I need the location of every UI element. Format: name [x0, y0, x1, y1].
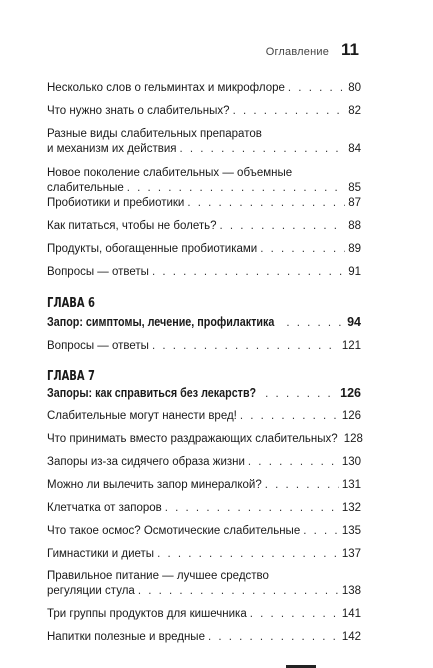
toc-entry-title: Напитки полезные и вредные [47, 631, 205, 643]
toc-entry-title-line: Разные виды слабительных препаратов [47, 128, 262, 140]
dot-leader [152, 339, 339, 354]
toc-entry-title-line: регуляции стула [47, 585, 135, 597]
toc-entry[interactable] [47, 455, 361, 470]
toc-entry-title: Как питаться, чтобы не болеть? [47, 220, 217, 232]
toc-entry-page: 130 [341, 456, 361, 468]
toc-entry-page: 84 [348, 143, 361, 155]
toc-entry-page: 137 [341, 548, 361, 560]
toc-entry-page: 85 [348, 182, 361, 194]
toc-entry-page: 80 [348, 82, 361, 94]
dot-leader [248, 455, 339, 470]
toc-entry[interactable] [47, 104, 361, 119]
toc-entry-title-line: слабительные [47, 182, 124, 194]
toc-entry-title: Можно ли вылечить запор минералкой? [47, 479, 262, 491]
dot-leader [138, 584, 339, 599]
toc-entry[interactable] [47, 547, 361, 562]
dot-leader [250, 607, 339, 622]
toc-entry-title: Вопросы — ответы [47, 340, 149, 352]
page-header [266, 40, 359, 60]
toc-entry-page: 128 [343, 433, 363, 445]
toc-entry-page: 121 [341, 340, 361, 352]
toc-entry-page: 89 [348, 243, 361, 255]
toc-entry[interactable] [47, 196, 361, 211]
toc-entry-page: 142 [341, 631, 361, 643]
toc-entry-page: 82 [348, 105, 361, 117]
dot-leader [220, 219, 346, 234]
toc-entry-title: Что такое осмос? Осмотические слабительные [47, 525, 301, 537]
dot-leader [208, 630, 339, 645]
toc-entry-page: 94 [347, 315, 361, 329]
toc-entry[interactable] [47, 265, 361, 280]
dot-leader [260, 242, 345, 257]
chapter-title-entry[interactable] [47, 386, 361, 402]
chapter-label: ГЛАВА 6 [47, 296, 95, 311]
dot-leader [288, 81, 345, 96]
toc-entry-title: Три группы продуктов для кишечника [47, 608, 247, 620]
toc-entry-title-line: и механизм их действия [47, 143, 177, 155]
toc-entry-page: 132 [341, 502, 361, 514]
dot-leader [286, 316, 344, 331]
toc-entry[interactable] [47, 607, 361, 622]
toc-entry[interactable] [47, 339, 361, 354]
dot-leader [165, 501, 339, 516]
dot-leader [265, 478, 339, 493]
dot-leader [303, 524, 339, 539]
toc-entry[interactable] [47, 409, 361, 424]
toc-entry-page: 131 [341, 479, 361, 491]
dot-leader [157, 547, 339, 562]
toc-entry-title: Вопросы — ответы [47, 266, 149, 278]
toc-entry[interactable] [47, 242, 361, 257]
toc-entry[interactable] [47, 81, 361, 96]
page-number: 11 [341, 40, 359, 59]
dot-leader [265, 387, 337, 402]
toc-entry[interactable] [47, 569, 361, 599]
toc-entry[interactable] [47, 478, 361, 493]
toc-entry[interactable] [47, 219, 361, 234]
toc-entry[interactable] [47, 432, 361, 447]
toc-entry[interactable] [47, 524, 361, 539]
running-head-title: Оглавление [265, 46, 330, 58]
toc-entry-page: 126 [340, 386, 361, 400]
chapter-title-entry[interactable] [47, 315, 361, 331]
toc-entry[interactable] [47, 501, 361, 516]
toc-entry-title: Несколько слов о гельминтах и микрофлоре [47, 82, 285, 94]
dot-leader [240, 409, 339, 424]
toc-entry-page: 141 [341, 608, 361, 620]
toc-entry-title: Клетчатка от запоров [47, 502, 162, 514]
toc-entry[interactable] [47, 166, 361, 196]
toc-entry-title: Гимнастики и диеты [47, 548, 155, 560]
toc-entry-page: 138 [341, 585, 361, 597]
toc-entry-title-line: Правильное питание — лучшее средство [47, 570, 269, 582]
dot-leader [187, 196, 345, 211]
toc-entry-title: Слабительные могут нанести вред! [47, 410, 237, 422]
dot-leader [152, 265, 345, 280]
toc-entry-title: Запоры из-за сидячего образа жизни [47, 456, 245, 468]
toc-entry-title: Что принимать вместо раздражающих слабительных? [47, 433, 338, 445]
toc-entry-page: 126 [341, 410, 361, 422]
dot-leader [127, 181, 345, 196]
dot-leader [180, 142, 346, 157]
toc-entry-title-line: Новое поколение слабительных — объемные [47, 167, 293, 179]
chapter-title: Запоры: как справиться без лекарств? [47, 386, 257, 400]
toc-entry-title: Продукты, обогащенные пробиотиками [47, 243, 258, 255]
dot-leader [233, 104, 346, 119]
toc-entry-page: 91 [348, 266, 361, 278]
chapter-label: ГЛАВА 7 [47, 369, 95, 384]
toc-entry-page: 135 [341, 525, 361, 537]
chapter-title: Запор: симптомы, лечение, профилактика [47, 315, 275, 329]
toc-entry-title: Пробиотики и пребиотики [47, 197, 185, 209]
toc-entry-title: Что нужно знать о слабительных? [47, 105, 230, 117]
toc-entry-page: 88 [348, 220, 361, 232]
toc-entry[interactable] [47, 630, 361, 645]
toc-entry-page: 87 [348, 197, 361, 209]
toc-entry[interactable] [47, 127, 361, 157]
